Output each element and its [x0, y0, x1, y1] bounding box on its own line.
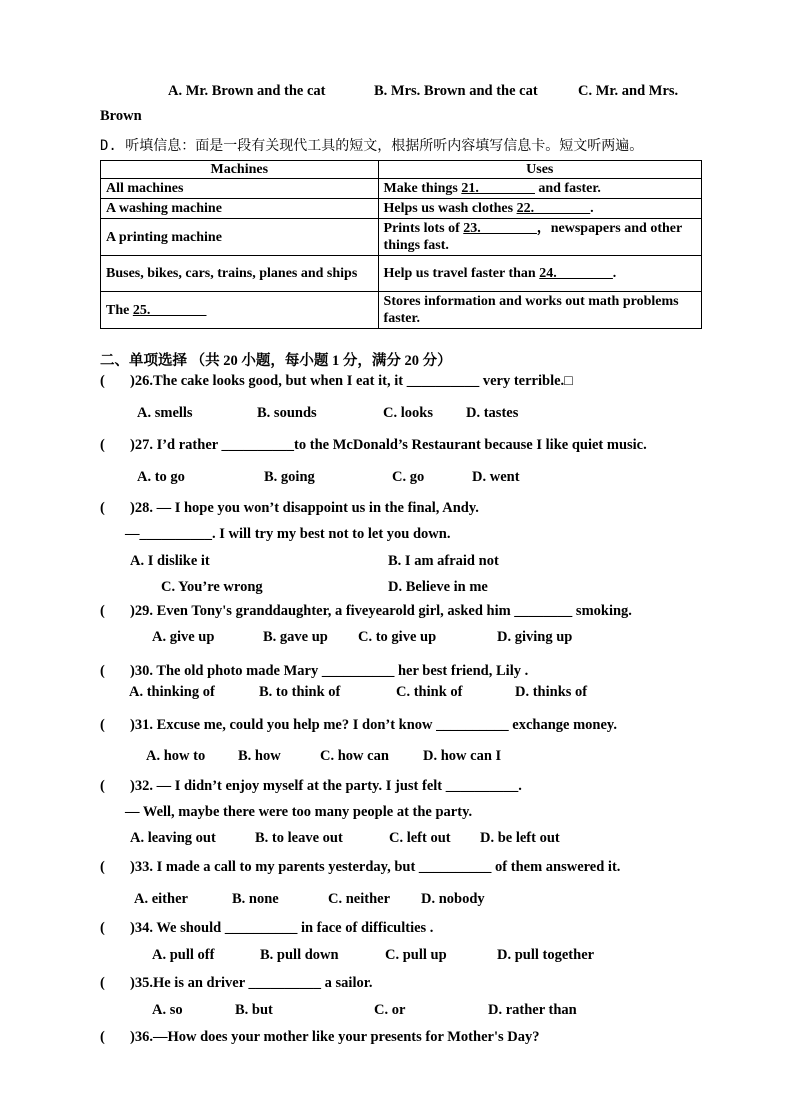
- question-28: [100, 500, 479, 517]
- option: A. so: [152, 1002, 183, 1018]
- question-stem: )28. — I hope you won’t disappoint us in the final, Andy.: [130, 500, 479, 516]
- question-33: [100, 859, 620, 876]
- option: B. to think of: [259, 684, 341, 700]
- question-32: [100, 778, 522, 795]
- option: C. or: [374, 1002, 406, 1018]
- answer-paren: (: [100, 663, 105, 679]
- question-stem-2: —__________. I will try my best not to let you down.: [125, 526, 451, 542]
- option: D. went: [472, 469, 520, 485]
- table-header-row: [101, 161, 702, 179]
- option: B. but: [235, 1002, 273, 1018]
- question-stem: )29. Even Tony's granddaughter, a fiveyearold girl, asked him ________ smoking.: [130, 603, 632, 619]
- machine-cell: [101, 292, 379, 329]
- use-text-post: ，newspapers and other things fast.: [383, 221, 682, 253]
- answer-paren: (: [100, 500, 105, 516]
- listening-option-c-cont: Brown: [100, 108, 142, 124]
- question-stem: )27. I’d rather __________to the McDonald’s Restaurant because I like quiet music.: [130, 437, 647, 453]
- use-cell: [378, 219, 701, 256]
- option: A. to go: [137, 469, 185, 485]
- option: D. giving up: [497, 629, 573, 645]
- question-30: [100, 663, 528, 680]
- listening-option-b: B. Mrs. Brown and the cat: [374, 83, 538, 99]
- option: C. go: [392, 469, 425, 485]
- section-d-heading: D. 听填信息：面是一段有关现代工具的短文，根据所听内容填写信息卡。短文听两遍。: [100, 138, 644, 154]
- use-text: Helps us wash clothes: [383, 201, 517, 216]
- answer-paren: (: [100, 975, 105, 991]
- use-cell: [378, 292, 701, 329]
- answer-paren: (: [100, 717, 105, 733]
- option: D. thinks of: [515, 684, 588, 700]
- table-row: [101, 256, 702, 292]
- option: C. to give up: [358, 629, 437, 645]
- use-text-post: .: [612, 266, 617, 281]
- machine-cell: A washing machine: [101, 199, 379, 219]
- question-29: [100, 603, 632, 620]
- use-text: Prints lots of: [383, 221, 464, 236]
- option: C. neither: [328, 891, 391, 907]
- question-26: [100, 373, 573, 390]
- question-36: [100, 1029, 539, 1046]
- question-stem: )26.The cake looks good, but when I eat it, it __________ very terrible.□: [130, 373, 573, 389]
- table-header-machines: Machines: [101, 161, 379, 179]
- option: C. pull up: [385, 947, 447, 963]
- use-text: Stores information and works out math problems faster.: [383, 294, 679, 326]
- option: A. how to: [146, 748, 206, 764]
- question-stem: )34. We should __________ in face of difficulties .: [130, 920, 434, 936]
- option: C. think of: [396, 684, 463, 700]
- use-text-post: and faster.: [534, 181, 601, 196]
- option: B. how: [238, 748, 281, 764]
- option: C. looks: [383, 405, 433, 421]
- question-27: [100, 437, 647, 454]
- option: C. how can: [320, 748, 389, 764]
- use-cell: [378, 179, 701, 199]
- option: A. pull off: [152, 947, 215, 963]
- use-text-post: .: [590, 201, 594, 216]
- option: C. You’re wrong: [161, 579, 263, 595]
- question-stem-2: — Well, maybe there were too many people at the party.: [125, 804, 473, 820]
- option: B. pull down: [260, 947, 339, 963]
- table-row: [101, 179, 702, 199]
- question-stem: )32. — I didn’t enjoy myself at the party. I just felt __________.: [130, 778, 522, 794]
- answer-paren: (: [100, 778, 105, 794]
- option: B. sounds: [257, 405, 317, 421]
- answer-paren: (: [100, 1029, 105, 1045]
- option: C. left out: [389, 830, 451, 846]
- option: D. rather than: [488, 1002, 577, 1018]
- table-row: [101, 219, 702, 256]
- table-row: [101, 199, 702, 219]
- option: D. be left out: [480, 830, 560, 846]
- listening-option-a: A. Mr. Brown and the cat: [168, 83, 326, 99]
- answer-paren: (: [100, 920, 105, 936]
- blank-22: 22.________: [516, 201, 591, 216]
- question-35: [100, 975, 372, 992]
- answer-paren: (: [100, 859, 105, 875]
- question-34: [100, 920, 433, 937]
- table-header-uses: Uses: [378, 161, 701, 179]
- option: B. gave up: [263, 629, 328, 645]
- option: B. to leave out: [255, 830, 343, 846]
- question-stem: )35.He is an driver __________ a sailor.: [130, 975, 373, 991]
- blank-23: 23.________: [463, 221, 537, 236]
- machine-cell: All machines: [101, 179, 379, 199]
- use-cell: [378, 256, 701, 292]
- question-31: [100, 717, 617, 734]
- option: D. tastes: [466, 405, 519, 421]
- option: A. smells: [137, 405, 193, 421]
- blank-21: 21.________: [461, 181, 535, 196]
- option: D. nobody: [421, 891, 485, 907]
- use-cell: [378, 199, 701, 219]
- option: A. either: [134, 891, 188, 907]
- option: D. Believe in me: [388, 579, 488, 595]
- answer-paren: (: [100, 437, 105, 453]
- info-card-table: [100, 160, 702, 329]
- option: B. none: [232, 891, 279, 907]
- option: B. I am afraid not: [388, 553, 499, 569]
- machine-cell: Buses, bikes, cars, trains, planes and ships: [101, 256, 379, 292]
- blank-24: 24.________: [539, 266, 613, 281]
- option: D. how can I: [423, 748, 502, 764]
- answer-paren: (: [100, 603, 105, 619]
- option: D. pull together: [497, 947, 595, 963]
- option: A. give up: [152, 629, 215, 645]
- machine-cell: A printing machine: [101, 219, 379, 256]
- option: B. going: [264, 469, 315, 485]
- use-text: Help us travel faster than: [383, 266, 540, 281]
- option: A. I dislike it: [130, 553, 210, 569]
- machine-text: The: [106, 302, 133, 318]
- option: A. leaving out: [130, 830, 216, 846]
- listening-option-c: C. Mr. and Mrs.: [578, 83, 679, 99]
- answer-paren: (: [100, 373, 105, 389]
- table-row: [101, 292, 702, 329]
- question-stem: )30. The old photo made Mary __________ her best friend, Lily .: [130, 663, 529, 679]
- use-text: Make things: [383, 181, 462, 196]
- question-stem: )33. I made a call to my parents yesterday, but __________ of them answered it.: [130, 859, 621, 875]
- option: A. thinking of: [129, 684, 215, 700]
- question-stem: )31. Excuse me, could you help me? I don’t know __________ exchange money.: [130, 717, 617, 733]
- question-stem: )36.—How does your mother like your presents for Mother's Day?: [130, 1029, 540, 1045]
- section-2-heading: 二、单项选择 （共 20 小题，每小题 1 分，满分 20 分）: [100, 353, 452, 369]
- blank-25: 25.________: [132, 302, 207, 318]
